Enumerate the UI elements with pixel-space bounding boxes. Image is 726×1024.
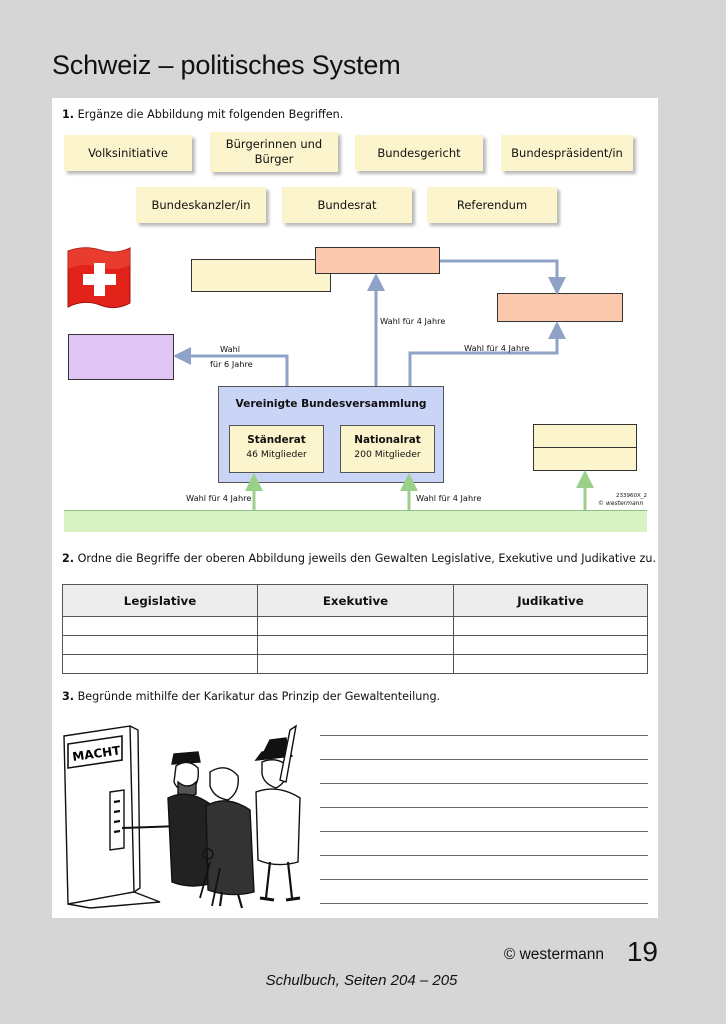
- table-cell[interactable]: [63, 655, 258, 674]
- task-1-text: Ergänze die Abbildung mit folgenden Begriffen.: [77, 108, 344, 121]
- task-3-instruction: [62, 690, 440, 703]
- table-cell[interactable]: [258, 655, 454, 674]
- writing-line[interactable]: [320, 855, 648, 856]
- task-3-text: Begründe mithilfe der Karikatur das Prinzip der Gewaltenteilung.: [77, 690, 441, 703]
- table-row: [63, 636, 648, 655]
- label-wahl-4-bottom-left: Wahl für 4 Jahre: [186, 493, 252, 503]
- term-card-bundespraesident[interactable]: Bundespräsident/in: [501, 135, 633, 171]
- nationalrat-members: 200 Mitglieder: [354, 449, 421, 460]
- table-cell[interactable]: [63, 617, 258, 636]
- writing-line[interactable]: [320, 735, 648, 736]
- table-row: [63, 655, 648, 674]
- table-cell[interactable]: [63, 636, 258, 655]
- table-header-judikative: Judikative: [454, 585, 648, 617]
- table-cell[interactable]: [258, 617, 454, 636]
- term-card-bundeskanzler[interactable]: Bundeskanzler/in: [136, 187, 266, 223]
- term-card-bundesrat[interactable]: Bundesrat: [282, 187, 412, 223]
- label-wahl-4-center: Wahl für 4 Jahre: [380, 316, 446, 326]
- credit-westermann: © westermann: [598, 500, 644, 507]
- cartoon-sign-text: MACHT: [71, 743, 122, 764]
- credit-code: 233960X_2: [616, 493, 648, 499]
- diagram-arrows: [52, 98, 658, 538]
- table-header-exekutive: Exekutive: [258, 585, 454, 617]
- writing-line[interactable]: [320, 807, 648, 808]
- arrow-top-to-right: [440, 261, 557, 286]
- writing-line[interactable]: [320, 783, 648, 784]
- writing-line[interactable]: [320, 903, 648, 904]
- table-cell[interactable]: [454, 636, 648, 655]
- writing-line[interactable]: [320, 879, 648, 880]
- table-cell[interactable]: [258, 636, 454, 655]
- table-header-legislative: Legislative: [63, 585, 258, 617]
- staenderat-members: 46 Mitglieder: [246, 449, 307, 460]
- label-wahl-6-b: für 6 Jahre: [210, 359, 253, 369]
- term-card-bundesgericht[interactable]: Bundesgericht: [355, 135, 483, 171]
- term-card-volksinitiative[interactable]: Volksinitiative: [64, 135, 192, 171]
- powers-table: [62, 584, 648, 674]
- task-2-number: 2.: [62, 552, 75, 565]
- label-wahl-6-a: Wahl: [220, 344, 241, 354]
- staenderat-name: Ständerat: [247, 434, 306, 446]
- arrow-assembly-to-right: [410, 330, 557, 386]
- task-3-number: 3.: [62, 690, 75, 703]
- assembly-title: Vereinigte Bundesversammlung: [235, 398, 427, 410]
- table-cell[interactable]: [454, 617, 648, 636]
- task-2-text: Ordne die Begriffe der oberen Abbildung jeweils den Gewalten Legislative, Exekutive und Judikative zu.: [77, 552, 657, 565]
- label-wahl-4-bottom-right: Wahl für 4 Jahre: [416, 493, 482, 503]
- page-title: Schweiz – politisches System: [52, 50, 401, 80]
- task-2-instruction: [62, 552, 656, 565]
- worksheet: [52, 98, 658, 918]
- cartoon-gewaltenteilung: [60, 722, 312, 910]
- task-1-number: 1.: [62, 108, 75, 121]
- footer-copyright: © westermann: [503, 946, 604, 963]
- page-number: 19: [626, 936, 658, 967]
- table-row: [63, 617, 648, 636]
- writing-line[interactable]: [320, 759, 648, 760]
- table-cell[interactable]: [454, 655, 648, 674]
- label-wahl-4-right: Wahl für 4 Jahre: [464, 343, 530, 353]
- nationalrat-name: Nationalrat: [354, 434, 421, 446]
- term-card-referendum[interactable]: Referendum: [427, 187, 557, 223]
- writing-line[interactable]: [320, 831, 648, 832]
- footer-reference: Schulbuch, Seiten 204 – 205: [265, 972, 458, 989]
- term-card-buergerinnen[interactable]: Bürgerinnen und Bürger: [210, 132, 338, 172]
